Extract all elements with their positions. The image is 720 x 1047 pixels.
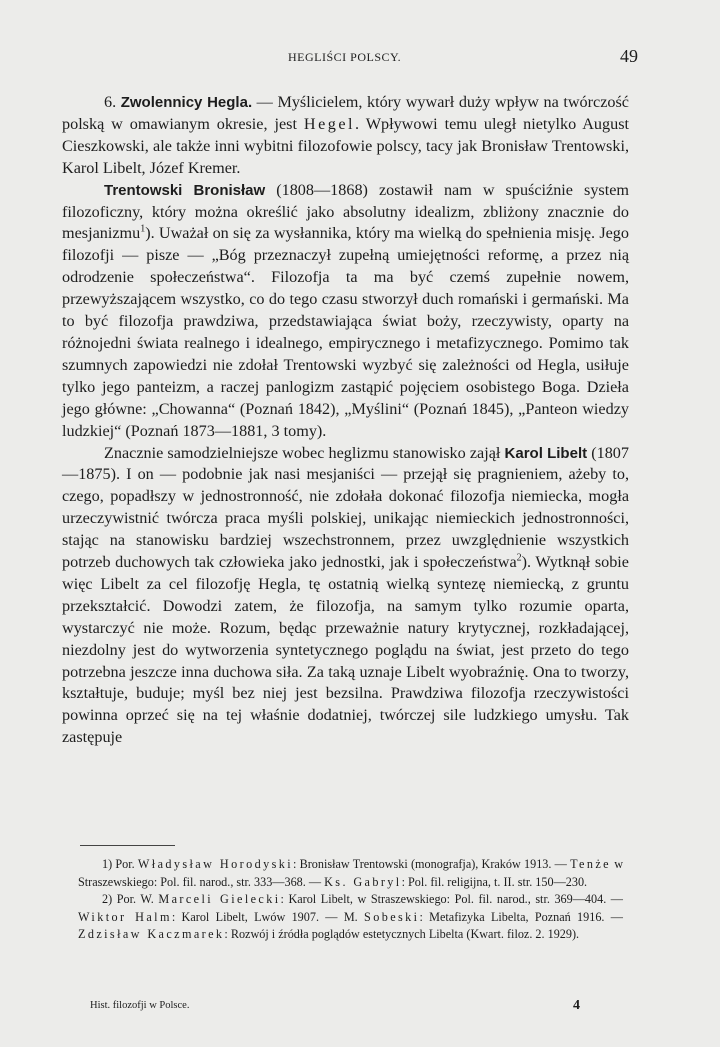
footnote-author: Zdzisław Kaczmarek (78, 927, 225, 942)
footnote-text: : Bronisław Trentowski (monografja), Kraków 1913. — (293, 857, 571, 871)
name-hegel: Hegel (303, 114, 356, 133)
paragraph-text: (1807—1875). I on — podobnie jak nasi mesjaniści — przejął się pragnieniem, ażeby to, czego, popadłszy w jednostronność, nie zdołała dokonać filozofja niemiecka, mogła urzeczywistnić twórcza praca myśli polskiej, unikając niemieckich jednostronności, stając na stanowisku bardziej wszechstronnem, przez uwzględnienie wszystkich potrzeb duchowych tak człowieka jako jednostki, jak i społeczeństwa (62, 443, 629, 572)
footnote-author: Marceli Gielecki (158, 892, 281, 907)
page-header (62, 46, 638, 70)
footnote-mark: 1) Por. (102, 857, 138, 871)
paragraph-text: ). Wytknął sobie więc Libelt za cel filozofję Hegla, tę ostatnią wielką syntezę niemiecką, z gruntu przekształcić. Dowodzi zatem, że filozofja, na samym tylko rozumie oparta, wystarczyć nie może. Rozum, będąc przeważnie natury krytycznej, rozkładającej, niezdolny jest do wytworzenia syntetycznego poglądu na świat, jest przeto do tego potrzebna jeszcze inna duchowa siła. Za taką uznaje Libelt wyobraźnię. Ona to tworzy, kształtuje, buduje; myśl bez niej jest bezsilna. Prawdziwa filozofja rzeczywistości powinna oprzeć się na tej właśnie dodatniej, twórczej sile ludzkiego umysłu. Tak zastępuje (62, 553, 629, 747)
paragraph-text: . Wpływowi temu uległ nietylko August Cieszkowski, ale także inni wybitni filozofowie polscy, tacy jak Bronisław Trentowski, Karol Libelt, Józef Kremer. (62, 114, 629, 177)
footnote-author: Ks. Gabryl (324, 874, 402, 889)
footnote-mark: 2) Por. W. (102, 892, 159, 907)
printer-signature: Hist. filozofji w Polsce. (90, 1000, 190, 1011)
main-text (62, 92, 629, 749)
section-heading: Zwolennicy Hegla. (120, 94, 253, 111)
footnote-ref-1: 1 (140, 224, 146, 236)
paragraph-libelt (62, 443, 629, 750)
footnote-text: : Metafizyka Libelta, Poznań 1916. — (419, 909, 623, 924)
name-libelt: Karol Libelt (504, 444, 588, 462)
footnote-text: : Karol Libelt, Lwów 1907. — M. (171, 909, 365, 924)
paragraph-text: Znacznie samodzielniejsze wobec heglizmu stanowisko zajął (104, 443, 505, 462)
footnote-text: : Pol. fil. religijna, t. II. str. 150—230. (401, 874, 588, 889)
section-number: 6. (104, 93, 117, 111)
footnote-2 (78, 891, 623, 944)
footnote-author: Sobeski (364, 909, 420, 924)
sheet-number: 4 (573, 998, 580, 1013)
name-trentowski: Trentowski Bronisław (104, 181, 266, 199)
footnote-divider (80, 845, 175, 846)
paragraph-zwolennicy (62, 92, 629, 180)
footnote-text: : Karol Libelt, w Straszewskiego: Pol. fil. narod., str. 369—404. — (280, 892, 623, 907)
footnote-1 (78, 856, 623, 891)
footnote-author: Władysław Horodyski (137, 857, 293, 871)
footnote-text: : Rozwój i źródła poglądów estetycznych Libelta (Kwart. filoz. 2. 1929). (224, 927, 580, 942)
running-head: HEGLIŚCI POLSCY. (288, 50, 402, 64)
paragraph-text: ). Uważał on się za wysłannika, który ma wielką do spełnienia misję. Jego filozofji — pisze — „Bóg przeznaczył zupełną umiejętności reformę, a przez nią odrodzenie społeczeństwa“. Filozofja ta ma być czemś zupełnie nowem, przewyższającem wszystko, co do tego czasu stworzył duch romański i germański. Ma to być filozofja prawdziwa, przedstawiająca świat boży, rzeczywisty, oparty na różnojedni świata realnego i idealnego, empirycznego i metafizycznego. Pomimo tak szumnych zapowiedzi nie zdołał Trentowski wyzbyć się zależności od Hegla, usiłuje tylko jego panteizm, a raczej panlogizm zastąpić pojęciem osobistego Boga. Dzieła jego główne: „Chowanna“ (Poznań 1842), „Myślini“ (Poznań 1845), „Panteon wiedzy ludzkiej“ (Poznań 1873—1881, 3 tomy). (62, 224, 629, 440)
paragraph-trentowski (62, 180, 629, 443)
footnote-author: Tenże (570, 857, 611, 871)
page-number: 49 (620, 46, 638, 66)
footnote-author: Wiktor Halm (78, 909, 172, 924)
footnote-ref-2: 2 (516, 552, 522, 564)
footnotes (78, 856, 623, 944)
footnote-text: w Straszewskiego: Pol. fil. narod., str. 333—368. — (78, 857, 623, 889)
paragraph-text: — Myślicielem, który wywarł duży wpływ na twórczość polską w omawianym okresie, jest (62, 93, 629, 133)
paragraph-text: (1808—1868) zostawił nam w spuściźnie system filozoficzny, który można określić jako absolutny idealizm, zbliżony znacznie do mesjanizmu (62, 180, 629, 243)
